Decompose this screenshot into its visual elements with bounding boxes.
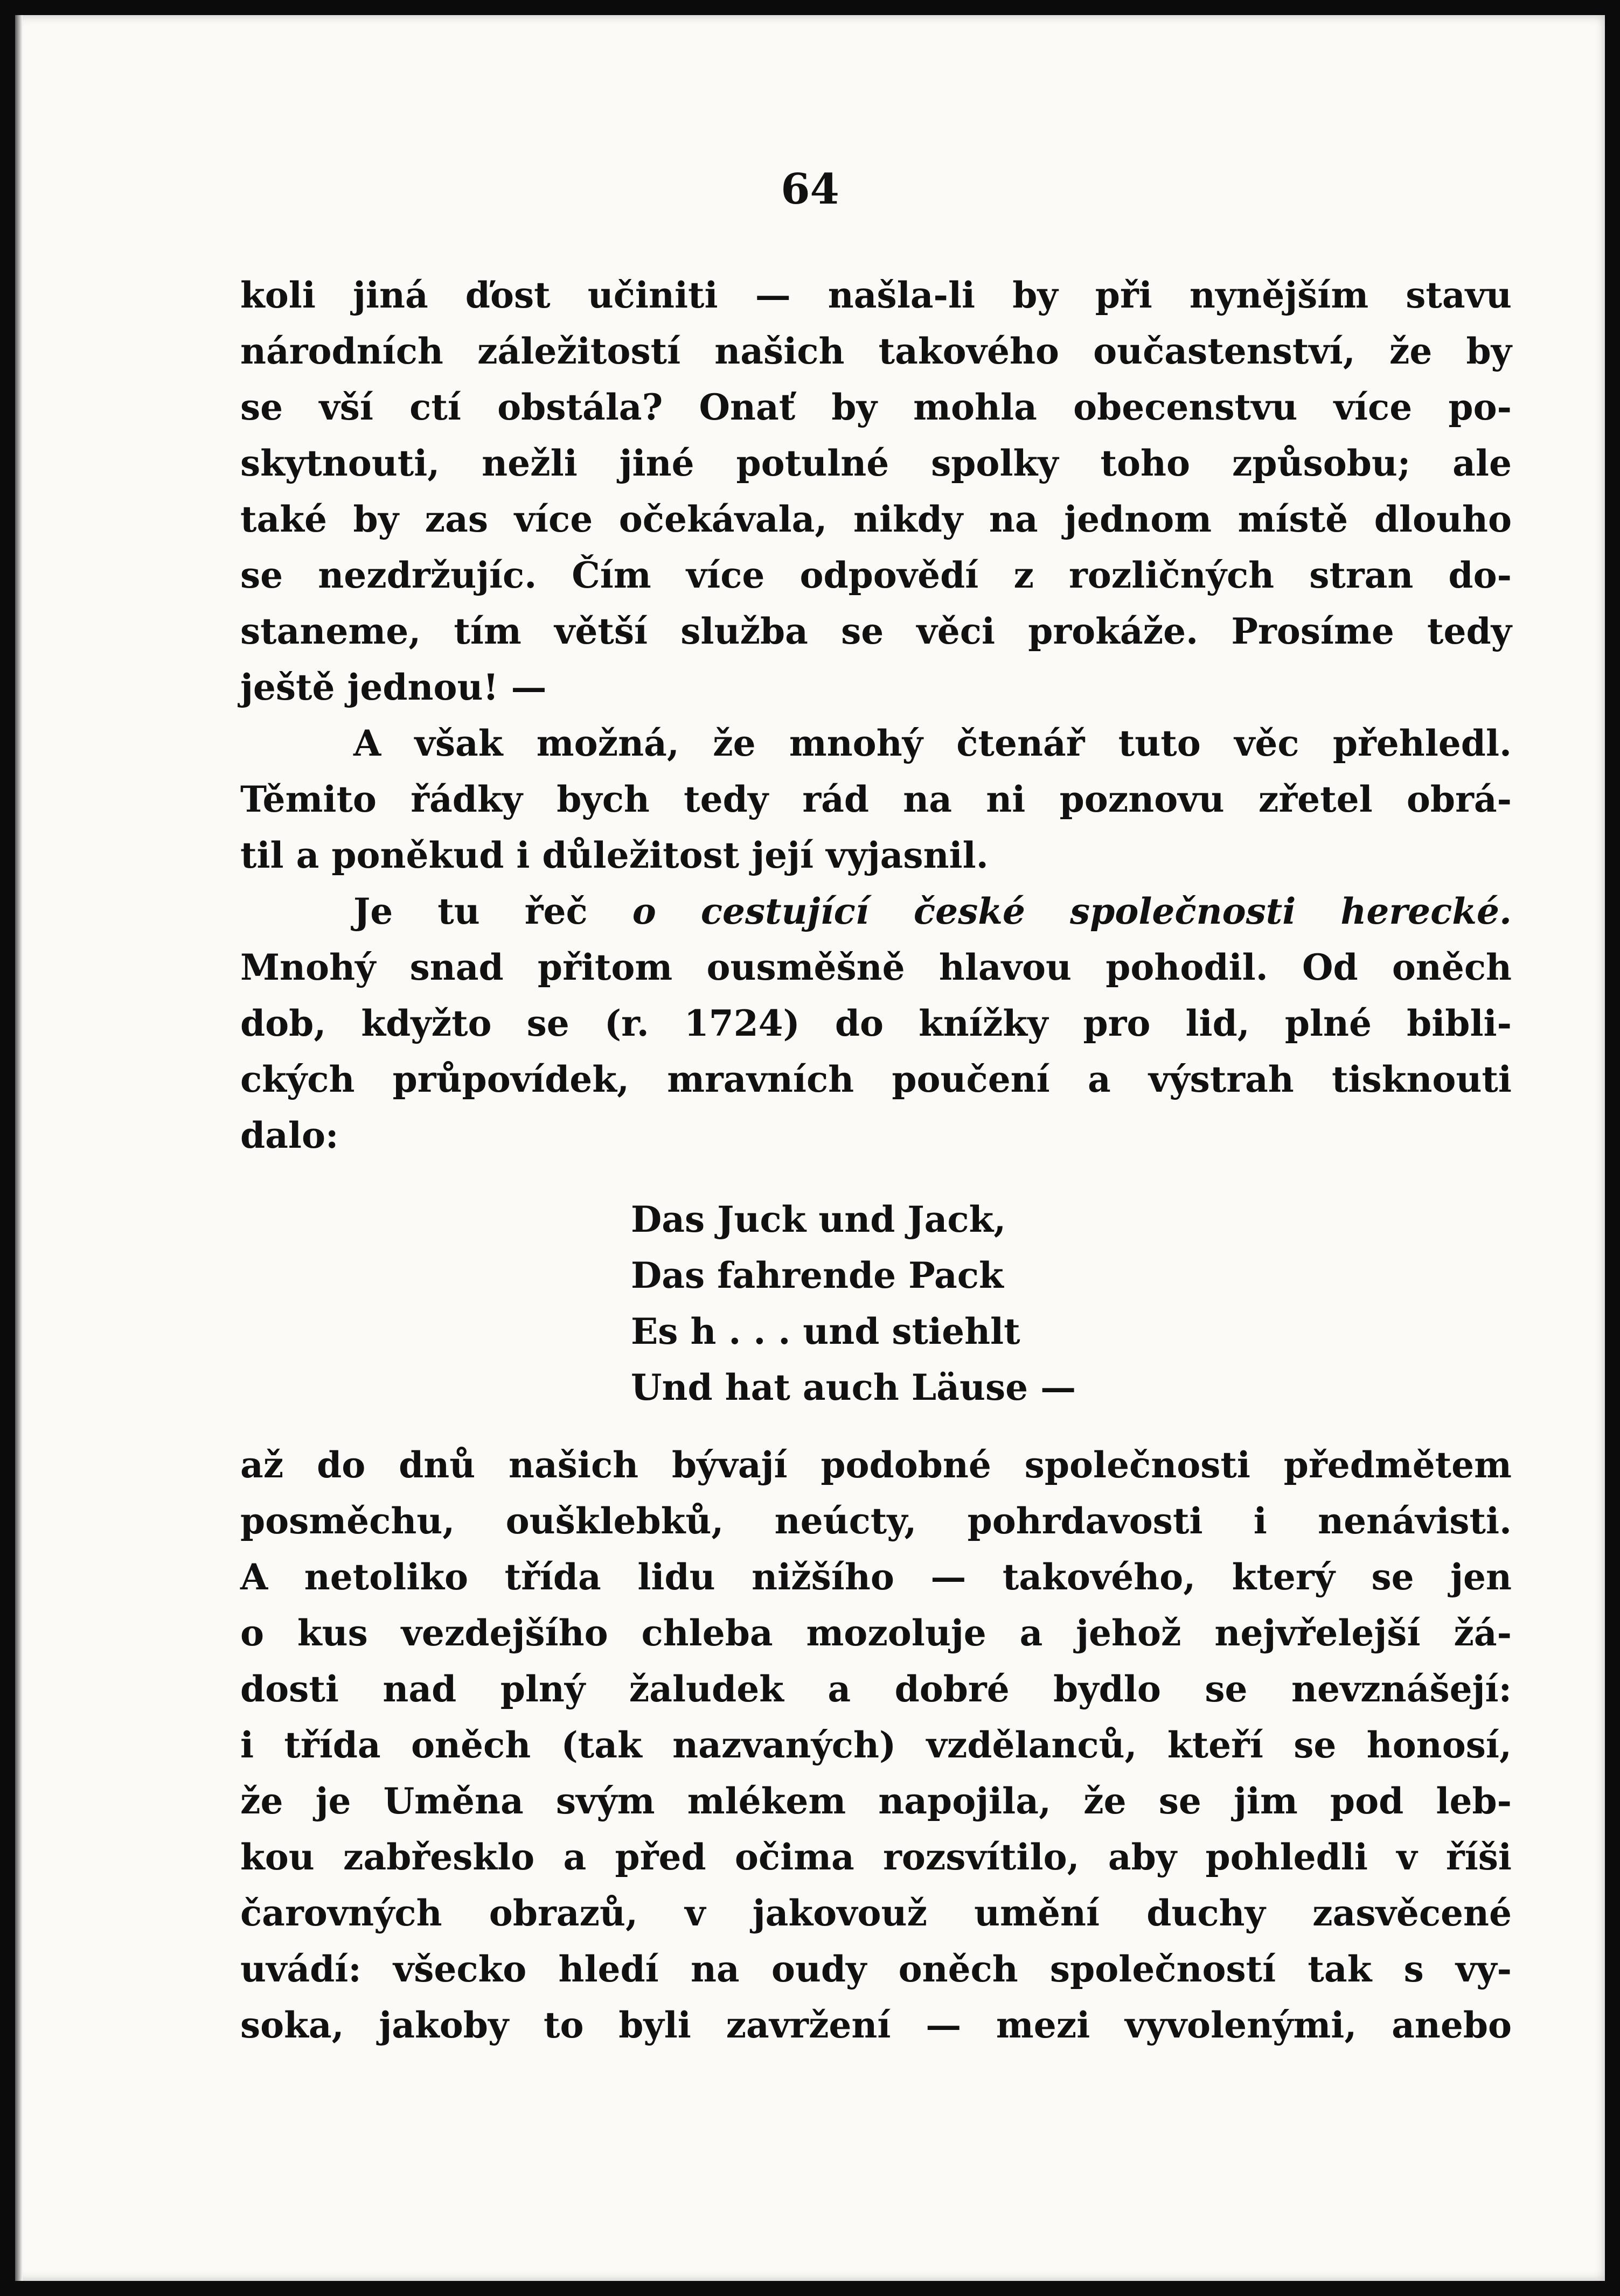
spacer xyxy=(240,1415,1512,1437)
text-line: A však možná, že mnohý čtenář tuto věc přehledl. xyxy=(353,722,1512,764)
verse-line: Das fahrende Pack xyxy=(631,1254,1004,1296)
text-line: čarovných obrazů, v jakovouž umění duchy zasvěcené xyxy=(240,1892,1512,1934)
spacer xyxy=(240,1163,1512,1191)
text-line: se nezdržujíc. Čím více odpovědí z rozličných stran do- xyxy=(240,554,1512,596)
text-line: dalo: xyxy=(240,1114,339,1156)
text-line: kou zabřesklo a před očima rozsvítilo, aby pohledli v říši xyxy=(240,1836,1512,1878)
text-line: dosti nad plný žaludek a dobré bydlo se nevznášejí: xyxy=(240,1668,1512,1710)
text-line: dob, kdyžto se (r. 1724) do knížky pro lid, plné bibli- xyxy=(240,1002,1512,1044)
text-line: ještě jednou! — xyxy=(240,666,547,708)
text-line: Mnohý snad přitom ousměšně hlavou pohodil. Od oněch xyxy=(240,946,1512,988)
text-line: se vší ctí obstála? Onať by mohla obecenstvu více po- xyxy=(240,386,1512,428)
text-line: o kus vezdejšího chleba mozoluje a jehož nejvřelejší žá- xyxy=(240,1612,1512,1654)
page-edge-shadow xyxy=(15,15,23,2281)
text-line: národních záležitostí našich takového oučastenství, že by xyxy=(240,330,1512,372)
text-line: ckých průpovídek, mravních poučení a výstrah tisknouti xyxy=(240,1058,1512,1100)
page-text xyxy=(240,267,1512,2053)
text-line: uvádí: všecko hledí na oudy oněch společností tak s vy- xyxy=(240,1948,1512,1990)
text-line: až do dnů našich bývají podobné společnosti předmětem xyxy=(240,1444,1512,1486)
text-run: Je tu řeč xyxy=(353,890,632,932)
text-line: til a poněkud i důležitost její vyjasnil. xyxy=(240,834,989,876)
book-page xyxy=(15,15,1605,2281)
verse-line: Und hat auch Läuse — xyxy=(631,1366,1076,1408)
verse-line: Das Juck und Jack, xyxy=(631,1198,1006,1240)
verse-line: Es h . . . und stiehlt xyxy=(631,1310,1020,1352)
text-line: také by zas více očekávala, nikdy na jednom místě dlouho xyxy=(240,498,1512,540)
text-line: že je Uměna svým mlékem napojila, že se jim pod leb- xyxy=(240,1780,1512,1822)
text-line: skytnouti, nežli jiné potulné spolky toho způsobu; ale xyxy=(240,442,1512,484)
page-number: 64 xyxy=(781,165,839,214)
text-line: staneme, tím větší služba se věci prokáže. Prosíme tedy xyxy=(240,610,1512,652)
text-line: Těmito řádky bych tedy rád na ni poznovu zřetel obrá- xyxy=(240,778,1512,820)
text-line: i třída oněch (tak nazvaných) vzdělanců, kteří se honosí, xyxy=(240,1724,1512,1766)
text-line-mixed xyxy=(240,883,1512,939)
text-line: posměchu, oušklebků, neúcty, pohrdavosti i nenávisti. xyxy=(240,1500,1512,1542)
text-line: koli jiná ďost učiniti — našla-li by při nynějším stavu xyxy=(240,274,1512,316)
text-line: A netoliko třída lidu nižšího — takového, který se jen xyxy=(240,1556,1512,1598)
italic-text-run: o cestující české společnosti herecké. xyxy=(632,890,1512,932)
text-line: soka, jakoby to byli zavržení — mezi vyvolenými, anebo xyxy=(240,2004,1512,2046)
